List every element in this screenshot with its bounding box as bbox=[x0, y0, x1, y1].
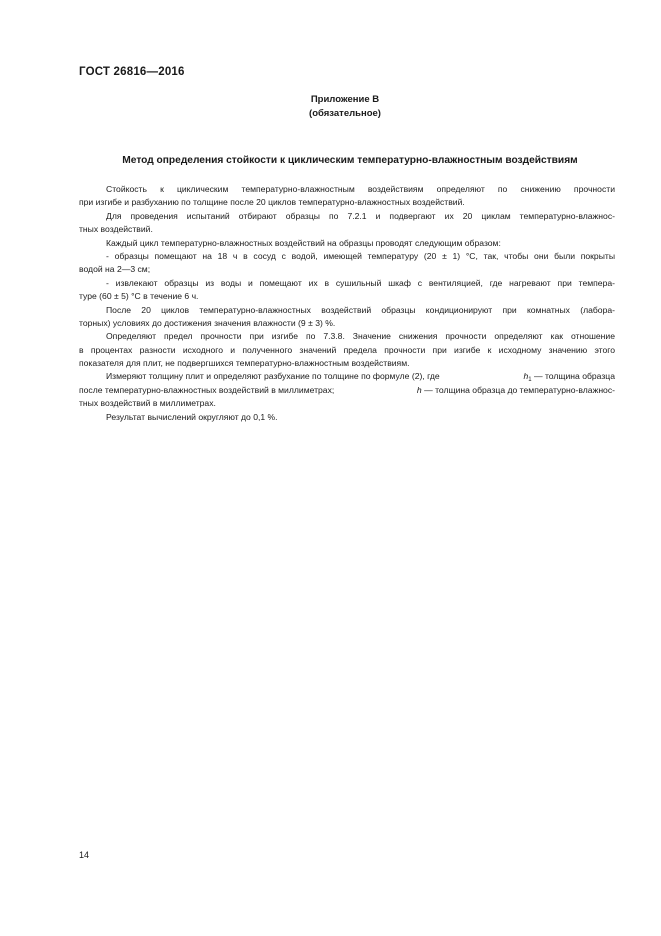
page-number: 14 bbox=[79, 850, 90, 860]
annex-title: Приложение В bbox=[310, 94, 380, 105]
paragraph-line: торных) условиях до достижения значения влажности (9 ± 3) %. bbox=[79, 317, 336, 328]
paragraph-line: Определяют предел прочности при изгибе по 7.3.8. Значение снижения прочности определяют как отношение bbox=[106, 331, 615, 342]
paragraph-line bbox=[79, 384, 615, 397]
paragraph-line: Для проведения испытаний отбирают образцы по 7.2.1 и подвергают их 20 циклам температурно-влажнос- bbox=[106, 210, 615, 221]
paragraph-line: показателя для плит, не подвергшихся температурно-влажностным воздействиям. bbox=[79, 358, 410, 369]
standard-header: ГОСТ 26816—2016 bbox=[79, 66, 185, 78]
paragraph-line: Каждый цикл температурно-влажностных воздействий на образцы проводят следующим образом: bbox=[106, 237, 501, 248]
variable-h1: h bbox=[523, 371, 529, 382]
paragraph-line: тных воздействий. bbox=[79, 224, 153, 235]
paragraph-line: тных воздействий в миллиметрах. bbox=[79, 398, 216, 409]
list-item-line: - извлекают образцы из воды и помещают их в сушильный шкаф с вентиляцией, где нагревают при темпера- bbox=[106, 277, 615, 288]
formula-text: — толщина образца bbox=[531, 371, 615, 382]
variable-h: h bbox=[416, 384, 422, 395]
paragraph-line: при изгибе и разбуханию по толщине после 20 циклов температурно-влажностных воздействий. bbox=[79, 197, 465, 208]
paragraph-line: Стойкость к циклическим температурно-влажностным воздействиям определяют по снижению прочности bbox=[106, 184, 615, 194]
formula-text: Измеряют толщину плит и определяют разбухание по толщине по формуле (2), где bbox=[106, 371, 440, 382]
list-item-line: туре (60 ± 5) °С в течение 6 ч. bbox=[79, 291, 199, 302]
annex-status: (обязательное) bbox=[309, 108, 381, 119]
formula-text: — толщина образца до температурно-влажнос- bbox=[421, 384, 615, 395]
formula-text: после температурно-влажностных воздействий в миллиметрах; bbox=[79, 384, 335, 395]
paragraph-line: Результат вычислений округляют до 0,1 %. bbox=[106, 411, 278, 422]
list-item-line: водой на 2—3 см; bbox=[79, 264, 151, 275]
paragraph-line: После 20 циклов температурно-влажностных воздействий образцы кондиционируют при комнатных (лабора- bbox=[106, 304, 615, 315]
list-item-line: - образцы помещают на 18 ч в сосуд с водой, имеющей температуру (20 ± 1) °С, так, чтобы они были покрыты bbox=[106, 250, 615, 261]
paragraph-line: в процентах разности исходного и полученного значений предела прочности при изгибе к исходному значению этого bbox=[79, 344, 615, 355]
body-text bbox=[79, 183, 615, 424]
section-title: Метод определения стойкости к циклическим температурно-влажностным воздействиям bbox=[122, 155, 578, 166]
paragraph-line bbox=[79, 370, 615, 383]
subscript: 1 bbox=[528, 377, 532, 384]
